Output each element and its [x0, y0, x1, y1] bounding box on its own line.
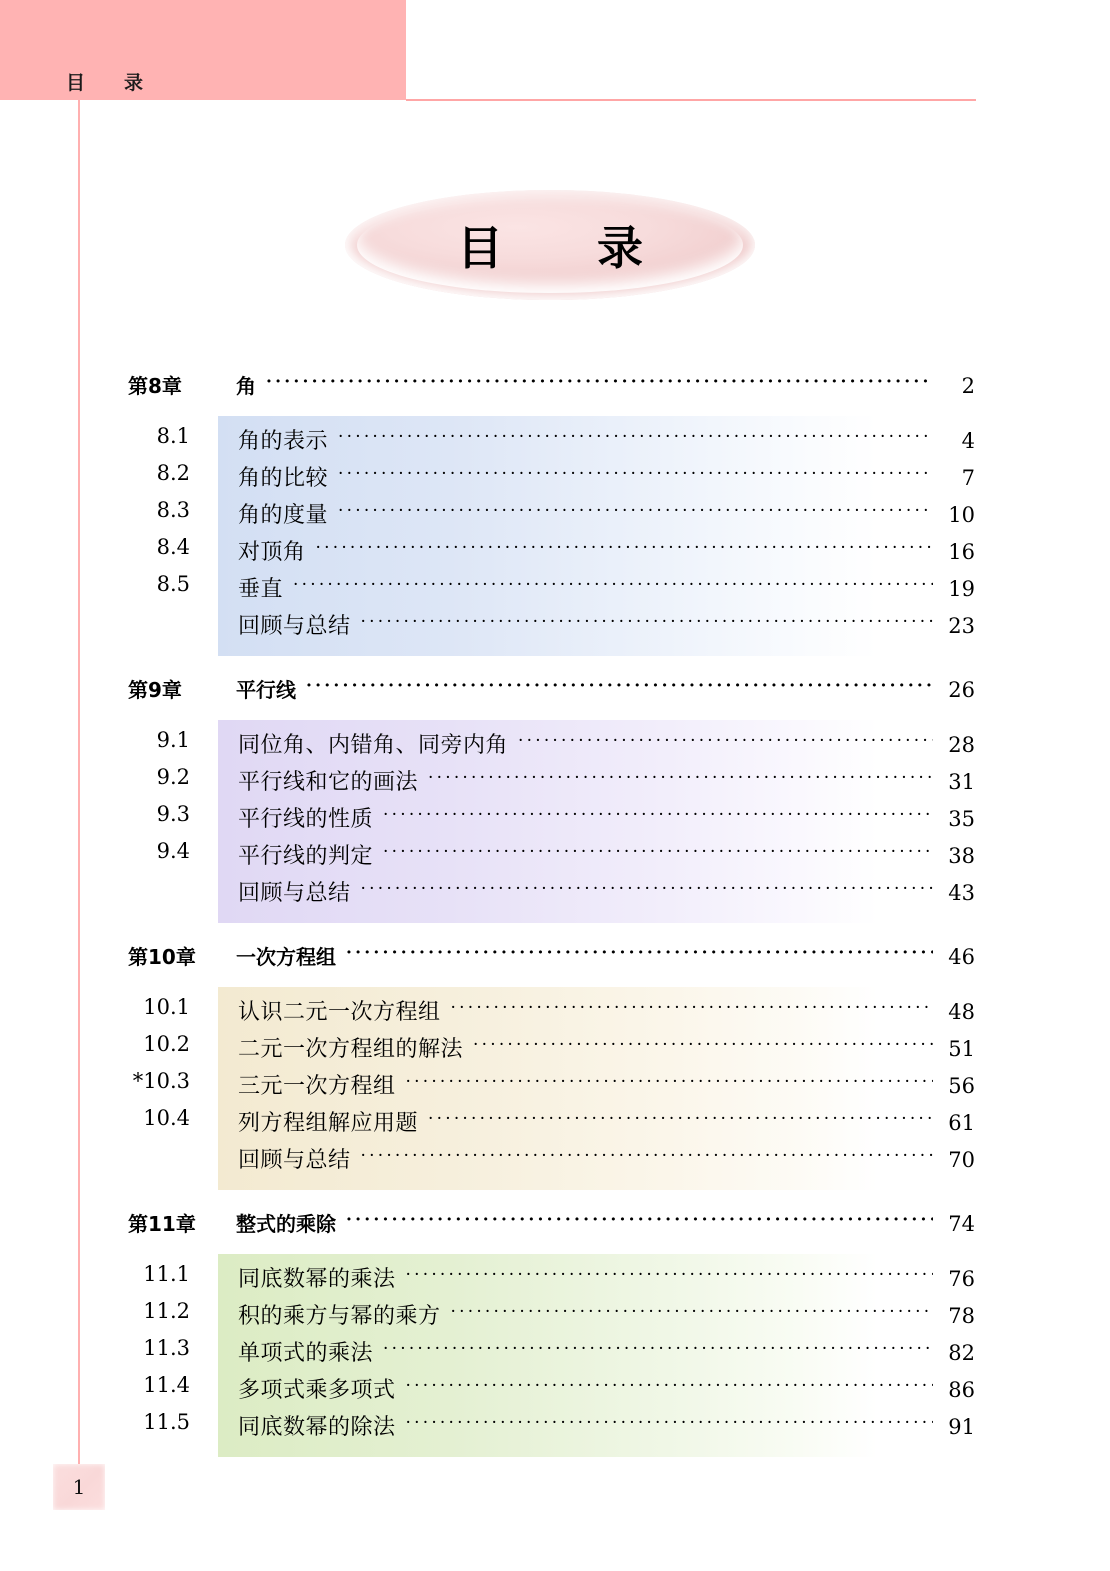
section-row[interactable] — [156, 535, 975, 572]
section-title: 角的度量 — [238, 503, 329, 528]
dot-leader — [361, 611, 933, 633]
page-title-banner — [345, 190, 755, 300]
section-page-number: 48 — [948, 1000, 975, 1024]
section-number: 8.5 — [156, 572, 190, 596]
section-title: 积的乘方与幂的乘方 — [238, 1304, 441, 1329]
section-row[interactable] — [218, 609, 975, 646]
section-number: 11.5 — [143, 1410, 190, 1434]
section-number: 9.1 — [156, 728, 190, 752]
dot-leader — [451, 997, 933, 1019]
dot-leader — [383, 841, 933, 863]
section-row[interactable] — [143, 1299, 975, 1336]
section-page-number: 56 — [948, 1074, 975, 1098]
dot-leader — [406, 1412, 933, 1434]
chapter-number: 第9章 — [128, 678, 182, 702]
section-page-number: 10 — [948, 503, 975, 527]
table-of-contents — [0, 370, 1110, 1457]
chapter-block — [0, 941, 1110, 1190]
section-number: 11.1 — [143, 1262, 190, 1286]
dot-leader — [346, 944, 933, 964]
section-page-number: 16 — [948, 540, 975, 564]
section-title: 同底数幂的除法 — [238, 1415, 396, 1440]
section-title: 单项式的乘法 — [238, 1341, 374, 1366]
section-page-number: 76 — [948, 1267, 975, 1291]
section-row[interactable] — [143, 995, 975, 1032]
section-page-number: 23 — [948, 614, 975, 638]
section-row[interactable] — [132, 1069, 975, 1106]
dot-leader — [338, 463, 933, 485]
section-page-number: 38 — [948, 844, 975, 868]
section-row[interactable] — [156, 765, 975, 802]
section-title: 认识二元一次方程组 — [238, 1000, 441, 1025]
chapter-title: 角 — [236, 374, 256, 398]
chapter-block — [0, 1208, 1110, 1457]
section-title: 平行线的性质 — [238, 807, 374, 832]
section-number: 11.2 — [143, 1299, 190, 1323]
dot-leader — [406, 1264, 933, 1286]
section-number: 9.2 — [156, 765, 190, 789]
section-row[interactable] — [218, 876, 975, 913]
chapter-title: 整式的乘除 — [236, 1212, 336, 1236]
section-row[interactable] — [156, 728, 975, 765]
section-page-number: 51 — [948, 1037, 975, 1061]
dot-leader — [451, 1301, 933, 1323]
section-row[interactable] — [143, 1106, 975, 1143]
running-head: 目 录 — [66, 72, 154, 94]
section-title: 列方程组解应用题 — [238, 1111, 419, 1136]
section-page-number: 78 — [948, 1304, 975, 1328]
section-number: *10.3 — [132, 1069, 190, 1093]
section-row[interactable] — [156, 461, 975, 498]
section-title: 平行线和它的画法 — [238, 770, 419, 795]
section-row[interactable] — [156, 802, 975, 839]
section-number: 10.4 — [143, 1106, 190, 1130]
chapter-number: 第8章 — [128, 374, 182, 398]
dot-leader — [383, 804, 933, 826]
dot-leader — [338, 426, 933, 448]
section-number: 9.4 — [156, 839, 190, 863]
section-row[interactable] — [156, 839, 975, 876]
dot-leader — [383, 1338, 933, 1360]
chapter-number: 第11章 — [128, 1212, 196, 1236]
section-title: 同底数幂的乘法 — [238, 1267, 396, 1292]
section-title: 角的表示 — [238, 429, 329, 454]
section-row[interactable] — [218, 1143, 975, 1180]
section-number: 9.3 — [156, 802, 190, 826]
section-title: 角的比较 — [238, 466, 329, 491]
chapter-title: 一次方程组 — [236, 945, 336, 969]
section-page-number: 70 — [948, 1148, 975, 1172]
dot-leader — [361, 878, 933, 900]
section-row[interactable] — [156, 498, 975, 535]
chapter-heading-row[interactable] — [0, 1208, 1110, 1254]
section-number: 8.3 — [156, 498, 190, 522]
section-band — [132, 987, 975, 1190]
section-number: 11.4 — [143, 1373, 190, 1397]
section-page-number: 91 — [948, 1415, 975, 1439]
section-page-number: 7 — [961, 466, 975, 490]
section-title: 二元一次方程组的解法 — [238, 1037, 464, 1062]
section-page-number: 82 — [948, 1341, 975, 1365]
section-page-number: 43 — [948, 881, 975, 905]
section-band — [156, 720, 975, 923]
dot-leader — [518, 730, 933, 752]
section-row[interactable] — [143, 1032, 975, 1069]
section-number: 10.1 — [143, 995, 190, 1019]
section-title: 回顾与总结 — [238, 881, 351, 906]
section-number: 8.2 — [156, 461, 190, 485]
chapter-heading-row[interactable] — [0, 674, 1110, 720]
section-number: 11.3 — [143, 1336, 190, 1360]
section-page-number: 31 — [948, 770, 975, 794]
section-title: 回顾与总结 — [238, 614, 351, 639]
section-number: 8.4 — [156, 535, 190, 559]
section-title: 对顶角 — [238, 540, 306, 565]
dot-leader — [338, 500, 933, 522]
dot-leader — [406, 1375, 933, 1397]
section-title: 平行线的判定 — [238, 844, 374, 869]
chapter-title: 平行线 — [236, 678, 296, 702]
dot-leader — [266, 373, 933, 393]
chapter-page-number: 74 — [948, 1212, 975, 1236]
section-page-number: 19 — [948, 577, 975, 601]
section-page-number: 61 — [948, 1111, 975, 1135]
section-row[interactable] — [143, 1262, 975, 1299]
chapter-page-number: 26 — [948, 678, 975, 702]
section-page-number: 4 — [961, 429, 975, 453]
dot-leader — [346, 1211, 933, 1231]
dot-leader — [316, 537, 933, 559]
section-band — [143, 1254, 975, 1457]
header-rule — [406, 99, 976, 101]
section-row[interactable] — [143, 1336, 975, 1373]
footer-page-number: 1 — [53, 1464, 105, 1510]
dot-leader — [473, 1034, 933, 1056]
dot-leader — [293, 574, 933, 596]
dot-leader — [361, 1145, 933, 1167]
section-row[interactable] — [143, 1410, 975, 1447]
section-number: 10.2 — [143, 1032, 190, 1056]
chapter-number: 第10章 — [128, 945, 196, 969]
dot-leader — [428, 1108, 933, 1130]
page-title: 目 录 — [457, 221, 667, 275]
chapter-heading-row[interactable] — [0, 370, 1110, 416]
section-title: 垂直 — [238, 577, 284, 602]
chapter-heading-row[interactable] — [0, 941, 1110, 987]
section-number: 8.1 — [156, 424, 190, 448]
dot-leader — [406, 1071, 933, 1093]
section-row[interactable] — [156, 424, 975, 461]
header-band — [0, 0, 406, 100]
chapter-block — [0, 370, 1110, 656]
section-title: 同位角、内错角、同旁内角 — [238, 733, 509, 758]
section-band — [156, 416, 975, 656]
chapter-page-number: 46 — [948, 945, 975, 969]
section-row[interactable] — [156, 572, 975, 609]
section-page-number: 28 — [948, 733, 975, 757]
section-page-number: 35 — [948, 807, 975, 831]
section-title: 多项式乘多项式 — [238, 1378, 396, 1403]
chapter-block — [0, 674, 1110, 923]
section-title: 三元一次方程组 — [238, 1074, 396, 1099]
section-row[interactable] — [143, 1373, 975, 1410]
chapter-page-number: 2 — [961, 374, 975, 398]
section-page-number: 86 — [948, 1378, 975, 1402]
dot-leader — [428, 767, 933, 789]
section-title: 回顾与总结 — [238, 1148, 351, 1173]
dot-leader — [306, 677, 933, 697]
